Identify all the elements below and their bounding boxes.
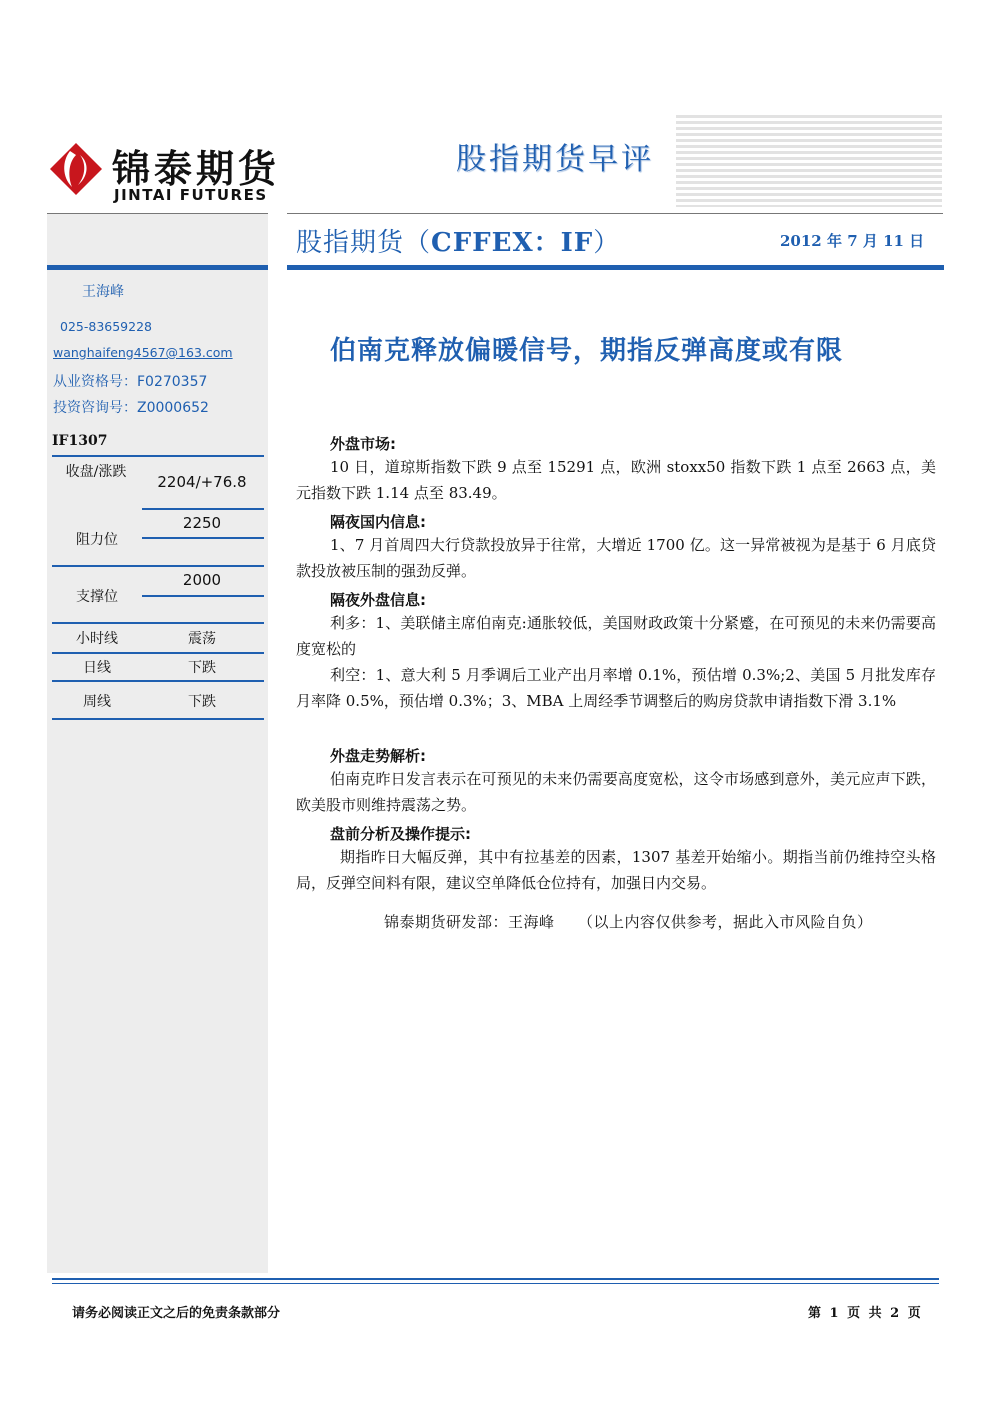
table-line: [52, 622, 264, 624]
table-bottom-line: [52, 718, 264, 720]
table-top-line: [52, 455, 264, 457]
table-row-label: 小时线: [76, 631, 118, 647]
table-row-value: 2204/+76.8: [157, 473, 247, 491]
table-row-label: 周线: [83, 694, 111, 710]
table-row-value: 下跌: [188, 694, 216, 710]
header-stripes-decoration: [676, 115, 942, 207]
table-line: [142, 508, 264, 510]
section-paragraph: 伯南克昨日发言表示在可预见的未来仍需要高度宽松，这令市场感到意外，美元应声下跌，欧美股市则维持震荡之势。: [296, 770, 936, 814]
header-top-divider: [287, 213, 943, 214]
footer-divider-thin: [52, 1283, 939, 1284]
table-row-label: 阻力位: [76, 532, 118, 548]
analyst-name: 王海峰: [82, 284, 124, 300]
section-paragraph: 期指昨日大幅反弹，其中有拉基差的因素，1307 基差开始缩小。期指当前仍维持空头格局，反弹空间料有限，建议空单降低仓位持有，加强日内交易。: [296, 848, 936, 892]
qualification-number: 从业资格号：F0270357: [53, 374, 208, 390]
article-headline: 伯南克释放偏暖信号，期指反弹高度或有限: [330, 336, 844, 366]
section-title: 外盘走势解析:: [330, 747, 426, 765]
footer-page-number: 第 1 页 共 2 页: [808, 1306, 921, 1321]
section-title: 隔夜外盘信息:: [330, 591, 426, 609]
section-title: 隔夜国内信息:: [330, 513, 426, 531]
signature-line: 锦泰期货研发部：王海峰 （以上内容仅供参考，据此入市风险自负）: [384, 913, 873, 931]
logo-english-text: JINTAI FUTURES: [114, 186, 268, 204]
table-row-label: 日线: [83, 660, 111, 676]
footer-divider: [52, 1278, 939, 1280]
table-row-value: 震荡: [188, 631, 216, 647]
section-title: 盘前分析及操作提示:: [330, 825, 471, 843]
analyst-phone: 025-83659228: [60, 319, 152, 334]
section-paragraph: 10 日，道琼斯指数下跌 9 点至 15291 点，欧洲 stoxx50 指数下跌 1 点至 2663 点，美元指数下跌 1.14 点至 83.49。: [296, 458, 936, 502]
table-row-label: 收盘/涨跌: [65, 464, 127, 480]
table-line: [142, 537, 264, 539]
section-paragraph: 利空：1、意大利 5 月季调后工业产出月率增 0.1%，预估增 0.3%;2、美国 5 月批发库存月率降 0.5%，预估增 0.3%；3、MBA 上周经季节调整后的购房贷款申请指数下滑 3.1%: [296, 666, 936, 710]
header-accent-bar: [287, 265, 944, 270]
report-type-title: 股指期货早评: [456, 142, 654, 177]
sidebar-top-divider: [47, 213, 268, 214]
logo-mark-icon: [50, 143, 102, 195]
product-title: 股指期货（CFFEX：IF）: [296, 228, 621, 258]
table-row-label: 支撑位: [76, 589, 118, 605]
sidebar-accent-bar: [47, 265, 268, 270]
table-row-value: 2000: [182, 571, 222, 589]
contract-code: IF1307: [52, 433, 108, 449]
footer-disclaimer: 请务必阅读正文之后的免责条款部分: [72, 1306, 281, 1321]
table-row-value: 2250: [182, 514, 222, 532]
section-title: 外盘市场:: [330, 435, 396, 453]
table-line: [52, 565, 264, 567]
analyst-email-link[interactable]: wanghaifeng4567@163.com: [53, 345, 233, 360]
advisory-number: 投资咨询号：Z0000652: [53, 400, 209, 416]
report-date: 2012 年 7 月 11 日: [780, 232, 925, 250]
logo-chinese-text: 锦泰期货: [112, 147, 281, 191]
section-paragraph: 利多：1、美联储主席伯南克:通胀较低，美国财政政策十分紧蹙，在可预见的未来仍需要高度宽松的: [296, 614, 936, 658]
table-row-value: 下跌: [188, 660, 216, 676]
section-paragraph: 1、7 月首周四大行贷款投放异于往常，大增近 1700 亿。这一异常被视为是基于 6 月底贷款投放被压制的强劲反弹。: [296, 536, 936, 580]
table-line: [52, 680, 264, 682]
table-line: [52, 652, 264, 654]
table-line: [142, 595, 264, 597]
